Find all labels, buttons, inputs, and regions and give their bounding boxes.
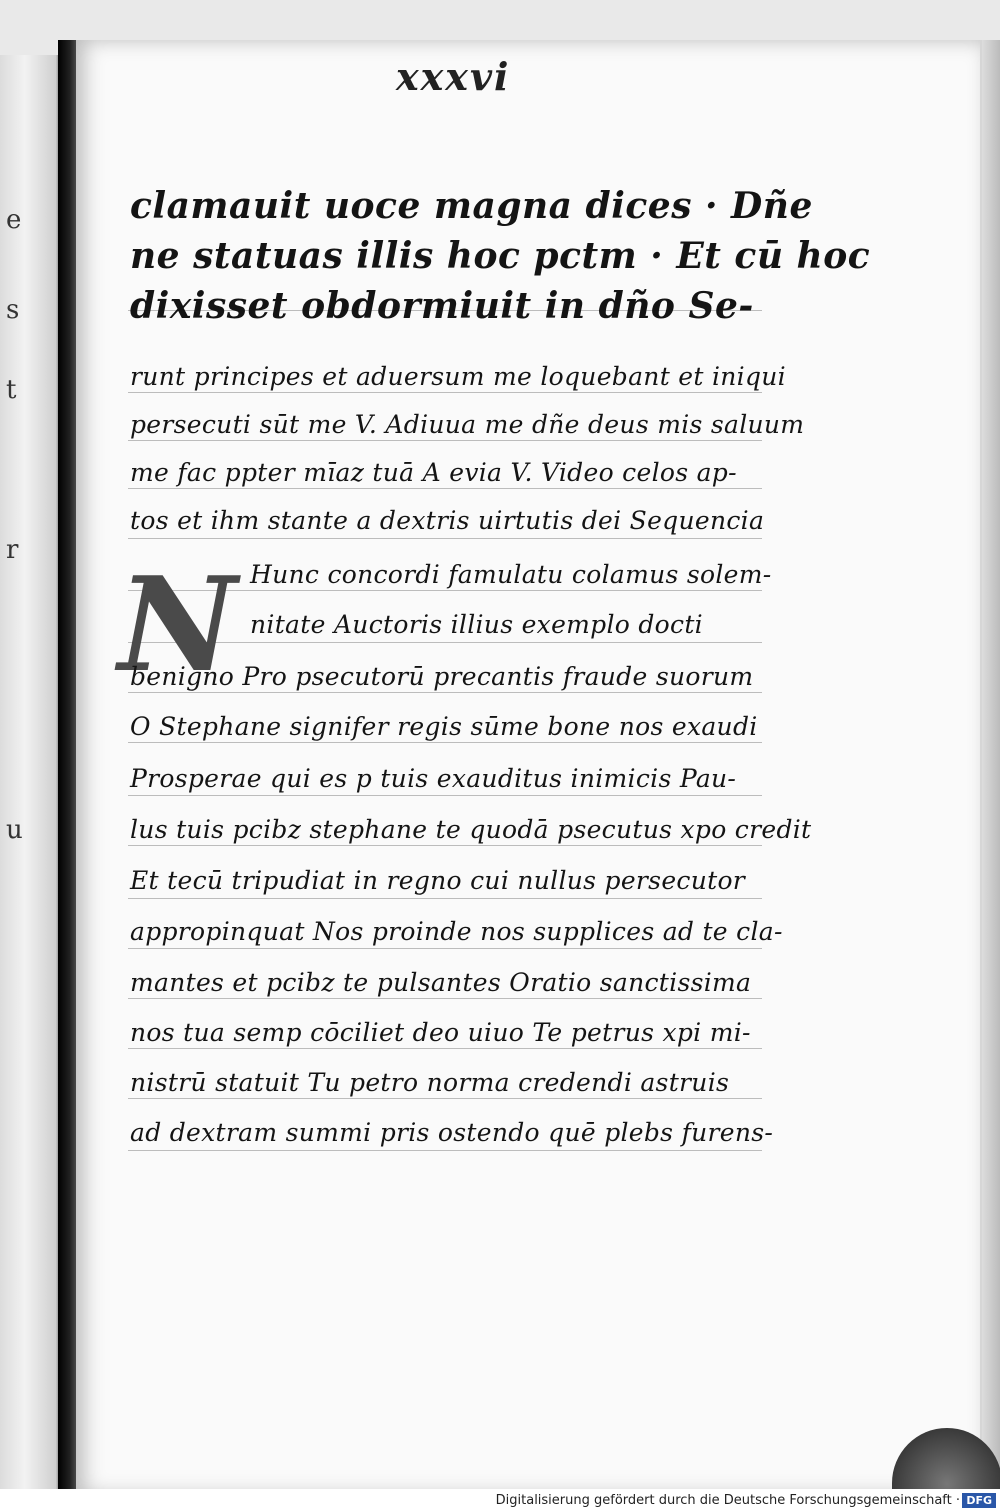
text-line: tos et ihm stante a dextris uirtutis dei Sequencia xyxy=(130,506,765,535)
left-page-edge: e s t r u xyxy=(0,55,62,1500)
dfg-logo: DFG xyxy=(962,1493,996,1508)
text-line: nistrū statuit Tu petro norma credendi astruis xyxy=(130,1068,730,1097)
text-line: nitate Auctoris illius exemplo docti xyxy=(250,610,703,639)
page-edge xyxy=(982,40,1000,1500)
text-line: runt principes et aduersum me loquebant et iniqui xyxy=(130,362,786,391)
text-line: persecuti sūt me V. Adiuua me dñe deus mis saluum xyxy=(130,410,805,439)
text-line: lus tuis pcibz stephane te quodā psecutus xpo credit xyxy=(130,815,812,844)
text-line: appropinquat Nos proinde nos supplices ad te cla- xyxy=(130,917,783,946)
book-gutter xyxy=(58,40,78,1510)
footer-bar xyxy=(0,1489,1000,1511)
text-line: dixisset obdormiuit in dño Se- xyxy=(130,285,754,327)
digitization-credit: Digitalisierung gefördert durch die Deutsche Forschungsgemeinschaft · xyxy=(495,1493,960,1508)
text-line: ad dextram summi pris ostendo quē plebs furens- xyxy=(130,1118,774,1147)
text-line: clamauit uoce magna dices · Dñe xyxy=(130,185,813,227)
text-line: benigno Pro psecutorū precantis fraude suorum xyxy=(130,662,754,691)
text-line: ne statuas illis hoc pctm · Et cū hoc xyxy=(130,235,871,277)
text-line: Prosperae qui es p tuis exauditus inimicis Pau- xyxy=(130,764,737,793)
text-line: nos tua semp cōciliet deo uiuo Te petrus xpi mi- xyxy=(130,1018,751,1047)
text-line: mantes et pcibz te pulsantes Oratio sanctissima xyxy=(130,968,752,997)
decorated-initial-n: N xyxy=(118,548,237,701)
text-line: Et tecū tripudiat in regno cui nullus persecutor xyxy=(130,866,746,895)
text-line: me fac ppter mīaz tuā A evia V. Video celos ap- xyxy=(130,458,737,487)
text-line: Hunc concordi famulatu colamus solem- xyxy=(250,560,772,589)
folio-number: xxxvi xyxy=(396,54,511,99)
text-line: O Stephane signifer regis sūme bone nos exaudi xyxy=(130,712,758,741)
